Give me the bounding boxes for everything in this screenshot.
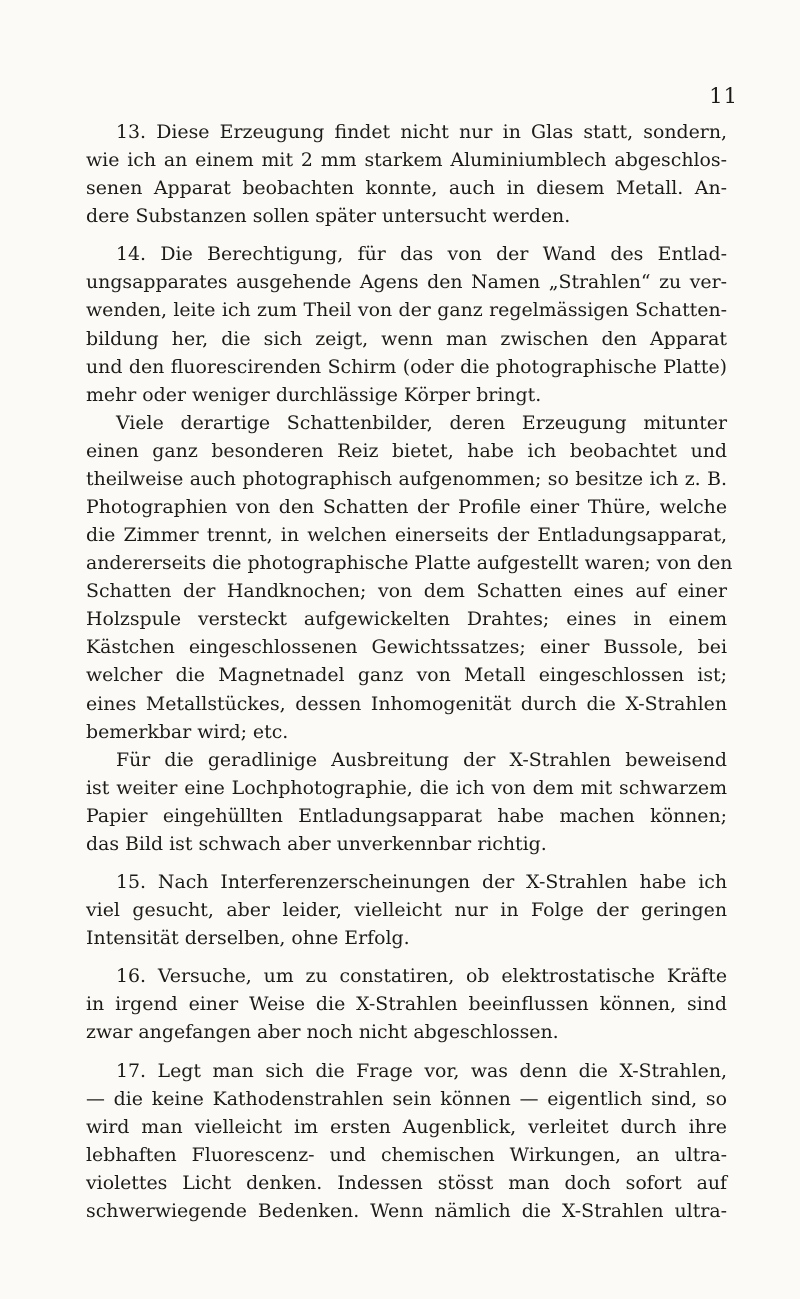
- paragraph-schattenbilder: [86, 409, 733, 746]
- text-line: wenden, leite ich zum Theil von der ganz regelmässigen Schatten-: [86, 299, 727, 322]
- text-line: Für die geradlinige Ausbreitung der X-Strahlen beweisend: [116, 748, 727, 771]
- text-line: senen Apparat beobachten konnte, auch in diesem Metall. An-: [86, 177, 727, 200]
- text-line: bildung her, die sich zeigt, wenn man zwischen den Apparat: [86, 327, 727, 350]
- body-text: [86, 118, 733, 1225]
- text-line: Kästchen eingeschlossenen Gewichtssatzes; einer Bussole, bei: [86, 636, 727, 659]
- text-line: Holzspule versteckt aufgewickelten Drahtes; eines in einem: [86, 608, 727, 631]
- text-line: 14. Die Berechtigung, für das von der Wand des Entlad-: [116, 243, 727, 266]
- text-line: welcher die Magnetnadel ganz von Metall eingeschlossen ist;: [86, 664, 727, 687]
- paragraph-16: [86, 962, 727, 1046]
- text-line: und den fluorescirenden Schirm (oder die photographische Platte): [86, 355, 727, 378]
- text-line: wie ich an einem mit 2 mm starkem Aluminiumblech abgeschlos-: [86, 149, 727, 172]
- text-line: violettes Licht denken. Indessen stösst man doch sofort auf: [86, 1171, 727, 1194]
- text-line: eines Metallstückes, dessen Inhomogenität durch die X-Strahlen: [86, 692, 727, 715]
- text-line: andererseits die photographische Platte aufgestellt waren; von den: [86, 552, 733, 575]
- page-number: 11: [709, 84, 738, 108]
- text-line: mehr oder weniger durchlässige Körper bringt.: [86, 383, 542, 406]
- paragraph-17: [86, 1057, 727, 1225]
- text-line: in irgend einer Weise die X-Strahlen beeinflussen können, sind: [86, 993, 727, 1016]
- text-line: das Bild ist schwach aber unverkennbar richtig.: [86, 832, 547, 855]
- paragraph-lochphotographie: [86, 746, 727, 858]
- text-line: einen ganz besonderen Reiz bietet, habe ich beobachtet und: [86, 439, 727, 462]
- text-line: — die keine Kathodenstrahlen sein können — eigentlich sind, so: [86, 1087, 727, 1110]
- text-line: viel gesucht, aber leider, vielleicht nur in Folge der geringen: [86, 899, 727, 922]
- text-line: Intensität derselben, ohne Erfolg.: [86, 927, 410, 950]
- text-line: die Zimmer trennt, in welchen einerseits der Entladungsapparat,: [86, 524, 727, 547]
- text-line: zwar angefangen aber noch nicht abgeschlossen.: [86, 1021, 559, 1044]
- text-line: 13. Diese Erzeugung findet nicht nur in Glas statt, sondern,: [116, 121, 727, 143]
- text-line: bemerkbar wird; etc.: [86, 720, 289, 743]
- text-line: Papier eingehüllten Entladungsapparat habe machen können;: [86, 804, 727, 827]
- text-line: ist weiter eine Lochphotographie, die ich von dem mit schwarzem: [86, 776, 727, 799]
- text-line: Photographien von den Schatten der Profile einer Thüre, welche: [86, 496, 727, 519]
- text-line: dere Substanzen sollen später untersucht werden.: [86, 205, 571, 228]
- text-line: schwerwiegende Bedenken. Wenn nämlich die X-Strahlen ultra-: [86, 1199, 727, 1222]
- text-line: 17. Legt man sich die Frage vor, was denn die X-Strahlen,: [116, 1059, 727, 1082]
- text-line: lebhaften Fluorescenz- und chemischen Wirkungen, an ultra-: [86, 1143, 727, 1166]
- text-line: Viele derartige Schattenbilder, deren Erzeugung mitunter: [116, 411, 727, 434]
- text-line: wird man vielleicht im ersten Augenblick, verleitet durch ihre: [86, 1115, 727, 1138]
- text-line: 16. Versuche, um zu constatiren, ob elektrostatische Kräfte: [116, 965, 727, 988]
- text-line: ungsapparates ausgehende Agens den Namen „Strahlen“ zu ver-: [86, 271, 727, 294]
- paragraph-13: [86, 118, 727, 230]
- text-line: theilweise auch photographisch aufgenommen; so besitze ich z. B.: [86, 467, 727, 490]
- text-line: Schatten der Handknochen; von dem Schatten eines auf einer: [86, 580, 727, 603]
- text-line: 15. Nach Interferenzerscheinungen der X-Strahlen habe ich: [116, 871, 727, 894]
- paragraph-15: [86, 868, 727, 952]
- paragraph-14: [86, 240, 727, 408]
